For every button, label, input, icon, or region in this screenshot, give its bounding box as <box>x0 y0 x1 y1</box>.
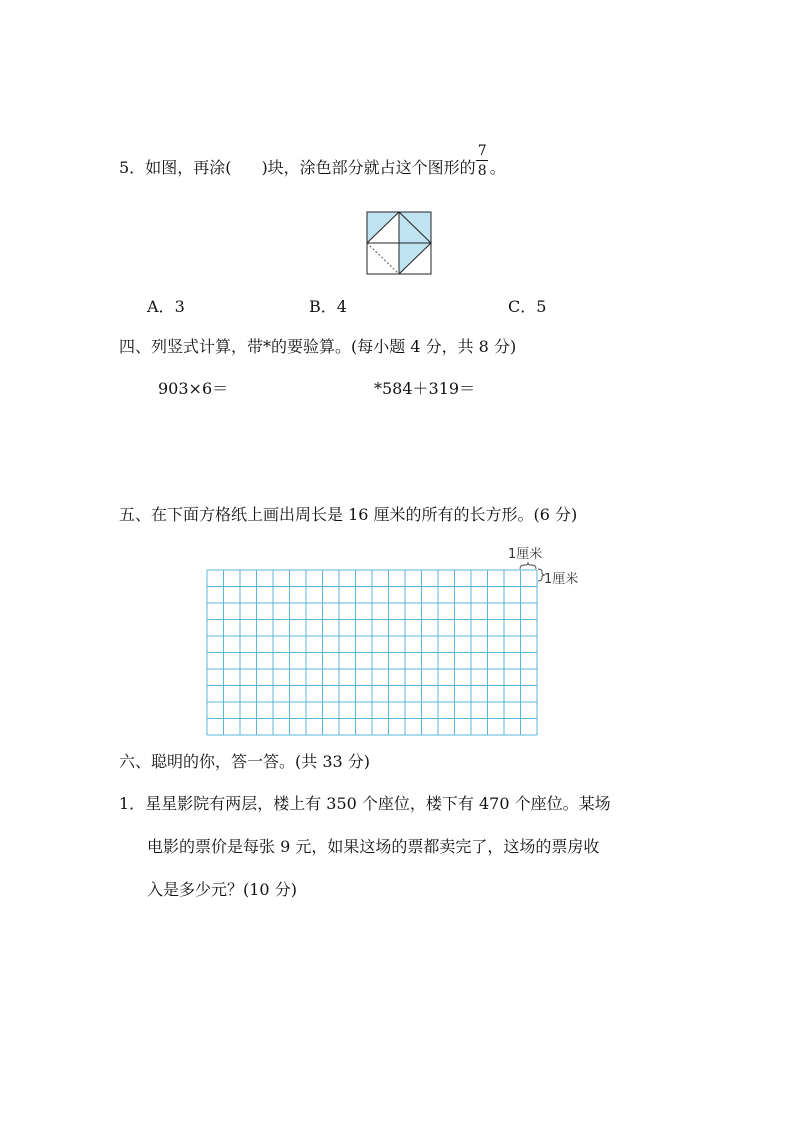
option-value: 4 <box>336 297 347 316</box>
option-a[interactable] <box>147 296 185 318</box>
section-4-title: 四、列竖式计算，带*的要验算。(每小题 4 分，共 8 分) <box>119 337 517 356</box>
expression-2: *584＋319＝ <box>374 379 476 398</box>
question-1-line-1: 星星影院有两层，楼上有 350 个座位，楼下有 470 个座位。某场 <box>145 794 611 813</box>
option-value: 3 <box>174 297 185 316</box>
top-brace-icon <box>520 562 536 569</box>
section-5-title: 五、在下面方格纸上画出周长是 16 厘米的所有的长方形。(6 分) <box>119 505 578 524</box>
option-b[interactable] <box>309 296 347 318</box>
question-1-line-2: 电影的票价是每张 9 元，如果这场的票都卖完了，这场的票房收 <box>147 837 600 856</box>
side-brace-icon <box>538 569 545 581</box>
fraction-numerator: 7 <box>477 142 487 159</box>
question-1-line-3: 入是多少元？(10 分) <box>147 880 297 899</box>
question-number: 1． <box>119 794 146 813</box>
question-text-before: 如图，再涂( <box>145 158 232 177</box>
square-figure <box>366 211 432 275</box>
option-letter: A． <box>147 297 175 316</box>
question-5 <box>119 142 506 180</box>
fraction-denominator: 8 <box>477 162 487 179</box>
option-letter: C． <box>508 297 537 316</box>
unit-label-top: 1厘米 <box>508 547 543 562</box>
expression-1: 903×6＝ <box>158 379 229 398</box>
option-value: 5 <box>536 297 547 316</box>
question-1 <box>119 793 611 815</box>
fraction <box>476 142 490 180</box>
section-6-title: 六、聪明的你，答一答。(共 33 分) <box>119 752 371 771</box>
option-c[interactable] <box>508 296 546 318</box>
question-text-after: )块，涂色部分就占这个图形的 <box>261 158 476 177</box>
question-number: 5． <box>119 158 146 177</box>
option-letter: B． <box>309 297 337 316</box>
fraction-bar <box>476 160 488 161</box>
grid-paper[interactable] <box>206 569 538 736</box>
question-end: 。 <box>489 158 506 177</box>
dashed-edge <box>367 243 399 274</box>
unit-label-side: 1厘米 <box>544 572 579 587</box>
